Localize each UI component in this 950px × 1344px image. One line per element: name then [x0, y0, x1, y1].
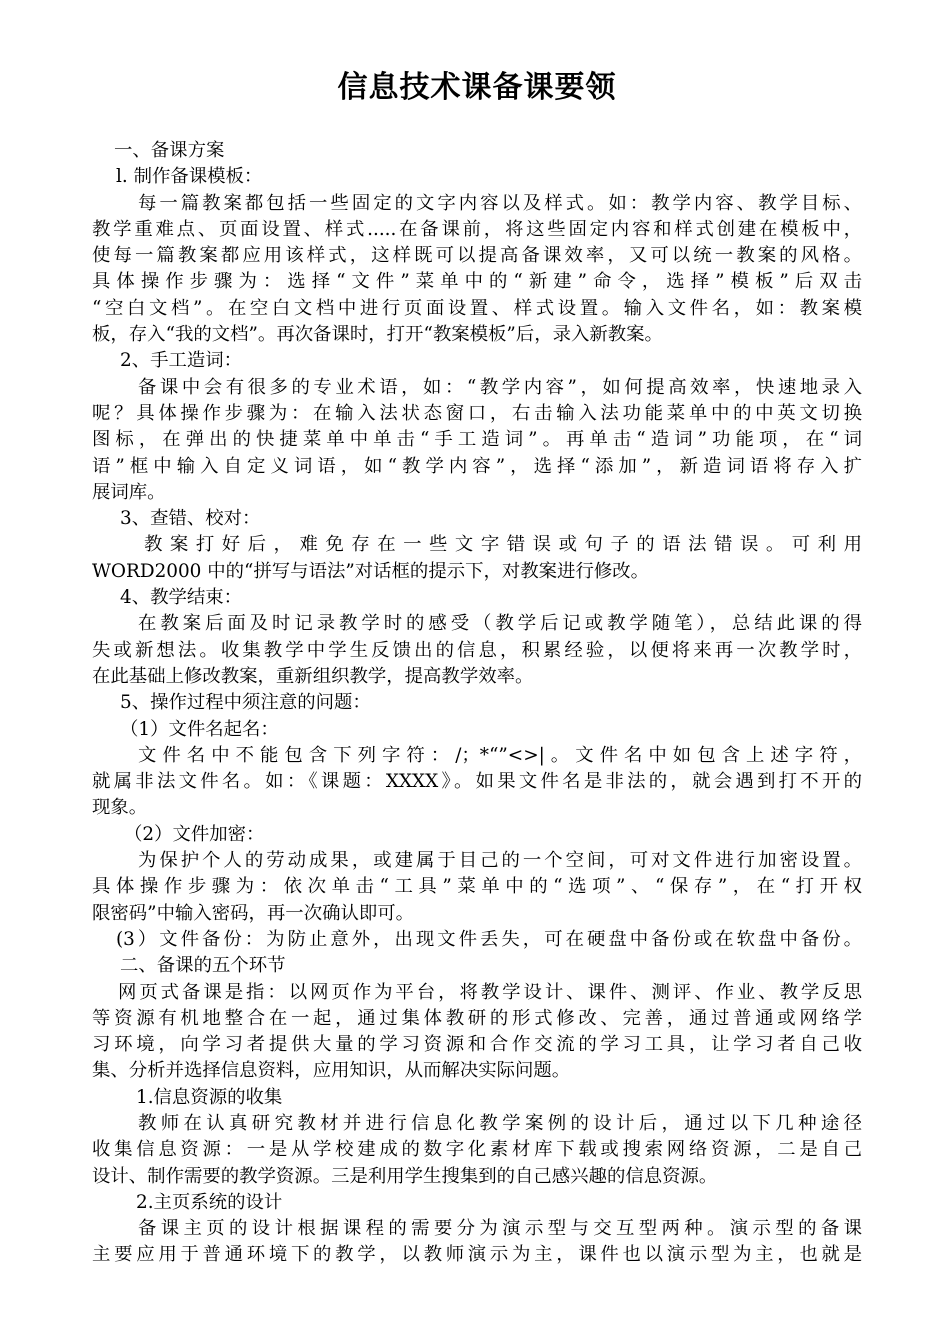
- paragraph-line: 具体操作步骤为：选择“文件”菜单中的“新建”命令，选择”模板”后双击: [92, 271, 862, 293]
- paragraph-line: 失或新想法。收集教学中学生反馈出的信息，积累经验，以便将来再一次教学时，: [92, 639, 862, 661]
- subsection-heading: 2.主页系统的设计: [136, 1191, 283, 1213]
- paragraph-line: 呢？具体操作步骤为：在输入法状态窗口，右击输入法功能菜单中的中英文切换: [92, 402, 862, 424]
- paragraph-line: 在教案后面及时记录教学时的感受（教学后记或教学随笔），总结此课的得: [138, 613, 862, 635]
- paragraph-line: 在此基础上修改教案，重新组织教学，提高教学效率。: [92, 665, 534, 687]
- paragraph-line: 设计、制作需要的教学资源。三是利用学生搜集到的自己感兴趣的信息资源。: [92, 1165, 718, 1187]
- paragraph-line: 语”框中输入自定义词语，如“教学内容”，选择“添加”，新造词语将存入扩: [92, 455, 862, 477]
- paragraph-line: 现象。: [92, 797, 148, 819]
- paragraph-line: 文件名中不能包含下列字符：/；*“”<>|。文件名中如包含上述字符，: [138, 744, 862, 766]
- paragraph-line: 展词库。: [92, 481, 166, 503]
- paragraph-line: 具体操作步骤为：依次单击“工具”菜单中的“选项”、“保存”，在“打开权: [92, 876, 862, 898]
- paragraph-line: 为保护个人的劳动成果，或建属于目己的一个空间，可对文件进行加密设置。: [138, 850, 862, 872]
- section-heading: 一、备课方案: [114, 140, 225, 161]
- paragraph-line: 限密码”中输入密码，再一次确认即可。: [92, 902, 415, 924]
- paragraph-line: 习环境，向学习者提供大量的学习资源和合作交流的学习工具，让学习者自己收: [92, 1034, 862, 1056]
- paragraph-line: 教师在认真研究教材并进行信息化教学案例的设计后，通过以下几种途径: [138, 1112, 862, 1134]
- paragraph-line: 备课中会有很多的专业术语，如：“教学内容”，如何提高效率，快速地录入: [138, 376, 862, 398]
- paragraph-line: 图标，在弹出的快捷菜单中单击“手工造词”。再单击“造词”功能项，在“词: [92, 429, 862, 451]
- paragraph-line: 使每一篇教案都应用该样式，这样既可以提高备课效率，又可以统一教案的风格。: [92, 245, 862, 267]
- subsection-heading: 5、操作过程中须注意的问题：: [120, 692, 371, 714]
- paragraph-line: 主要应用于普通环境下的教学，以教师演示为主，课件也以演示型为主，也就是: [92, 1244, 862, 1266]
- paragraph-line: 教案打好后，难免存在一些文字错误或句子的语法错误。可利用: [144, 534, 862, 556]
- paragraph-line: 网页式备课是指：以网页作为平台，将教学设计、课件、测评、作业、教学反思: [118, 981, 862, 1003]
- paragraph-line: “空白文档”。在空白文档中进行页面设置、样式设置。输入文件名，如：教案模: [92, 297, 862, 319]
- item-paragraph: (3）文件备份：为防止意外，出现文件丢失，可在硬盘中备份或在软盘中备份。: [116, 928, 862, 950]
- paragraph-line: 收集信息资源：一是从学校建成的数字化素材库下载或搜索网络资源，二是自己: [92, 1139, 862, 1161]
- paragraph-line: 板，存入“我的文档”。再次备课时，打开“教案模板”后，录入新教案。: [92, 324, 663, 346]
- paragraph-line: 就属非法文件名。如：《课题：XXXX》。如果文件名是非法的，就会遇到打不开的: [92, 771, 862, 793]
- subsection-heading: 4、教学结束：: [120, 587, 243, 609]
- subsection-heading: 2、手工造词：: [120, 350, 243, 372]
- item-heading: （1）文件名起名：: [120, 718, 279, 740]
- section-heading: 二、备课的五个环节: [120, 955, 286, 977]
- subsection-heading: 1.信息资源的收集: [136, 1086, 283, 1108]
- paragraph-line: WORD2000 中的“拼写与语法”对话框的提示下，对教案进行修改。: [92, 560, 650, 582]
- document-title: 信息技术课备课要领: [337, 70, 617, 105]
- paragraph-line: 等资源有机地整合在一起，通过集体教研的形式修改、完善，通过普通或网络学: [92, 1007, 862, 1029]
- subsection-heading: 3、查错、校对：: [120, 508, 261, 530]
- paragraph-line: 备课主页的设计根据课程的需要分为演示型与交互型两种。演示型的备课: [138, 1218, 862, 1240]
- paragraph-line: 每一篇教案都包括一些固定的文字内容以及样式。如：教学内容、教学目标、: [138, 192, 862, 214]
- item-heading: （2）文件加密：: [124, 823, 265, 845]
- paragraph-line: 集、分析并选择信息资料，应用知识，从而解决实际问题。: [92, 1060, 571, 1082]
- subsection-heading: l. 制作备课模板：: [116, 166, 263, 188]
- paragraph-line: 教学重难点、页面设置、样式.....在备课前，将这些固定内容和样式创建在模板中，: [92, 218, 862, 240]
